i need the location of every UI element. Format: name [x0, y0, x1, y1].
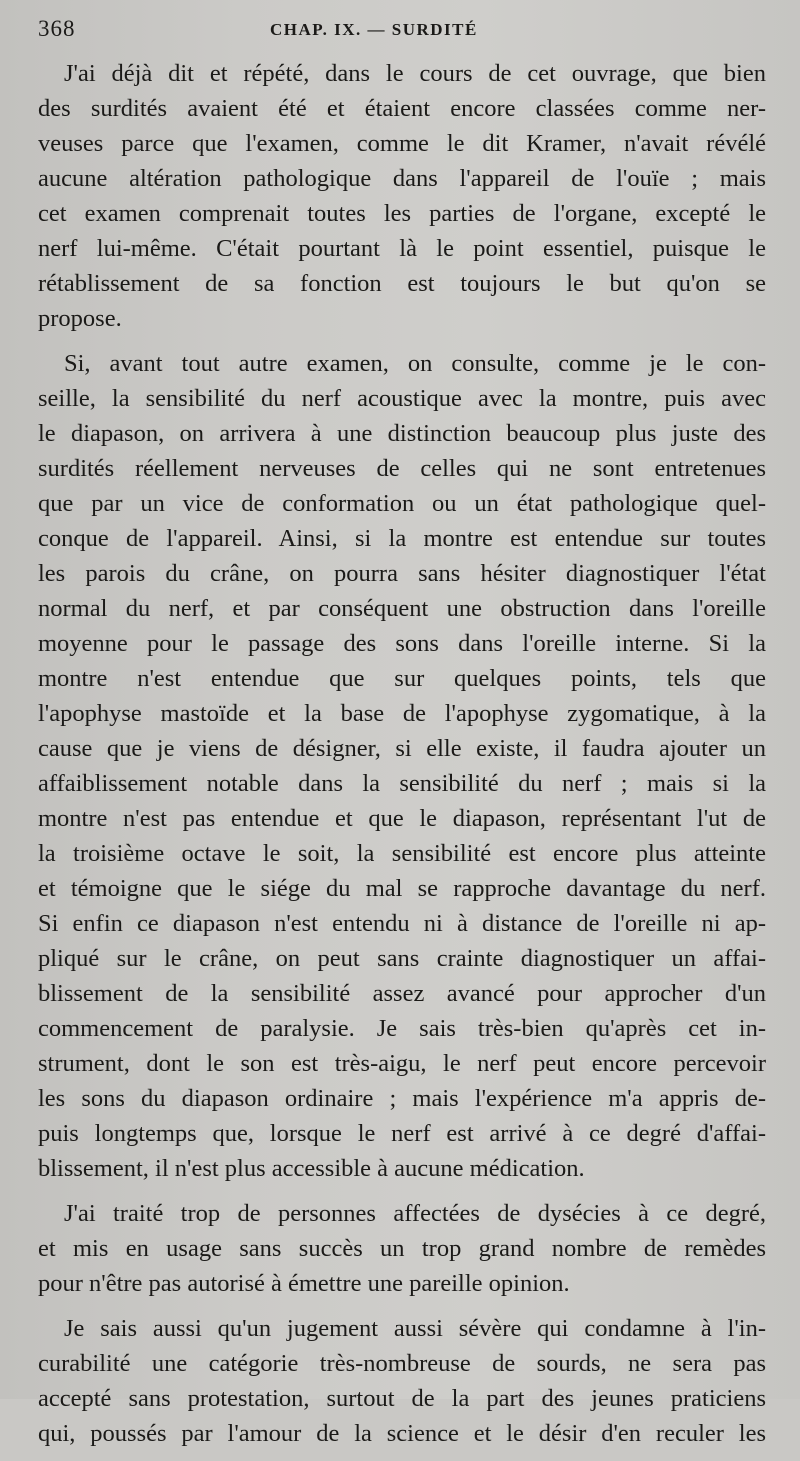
- text-line: surdités réellement nerveuses de celles qui ne sont entretenues: [38, 455, 766, 482]
- text-line: pliqué sur le crâne, on peut sans crainte diagnostiquer un affai-: [38, 945, 766, 972]
- text-line: propose.: [38, 305, 122, 332]
- text-line: blissement de la sensibilité assez avancé pour approcher d'un: [38, 980, 766, 1007]
- text-line: Je sais aussi qu'un jugement aussi sévère qui condamne à l'in-: [64, 1315, 766, 1342]
- paragraph-1: [38, 56, 766, 336]
- text-line: les sons du diapason ordinaire ; mais l'expérience m'a appris de-: [38, 1085, 766, 1112]
- running-head: CHAP. IX. — SURDITÉ: [270, 20, 478, 39]
- text-line: qui, poussés par l'amour de la science et le désir d'en reculer les: [38, 1420, 766, 1447]
- text-line: des surdités avaient été et étaient encore classées comme ner-: [38, 95, 766, 122]
- text-line: veuses parce que l'examen, comme le dit Kramer, n'avait révélé: [38, 130, 766, 157]
- text-line: montre n'est entendue que sur quelques points, tels que: [38, 665, 766, 692]
- text-line: la troisième octave le soit, la sensibilité est encore plus atteinte: [38, 840, 766, 867]
- text-line: l'apophyse mastoïde et la base de l'apophyse zygomatique, à la: [38, 700, 766, 727]
- text-line: le diapason, on arrivera à une distinction beaucoup plus juste des: [38, 420, 766, 447]
- paragraph-2: [38, 346, 766, 1186]
- paragraph-3: [38, 1196, 766, 1301]
- text-line: curabilité une catégorie très-nombreuse de sourds, ne sera pas: [38, 1350, 766, 1377]
- text-line: moyenne pour le passage des sons dans l'oreille interne. Si la: [38, 630, 766, 657]
- text-line: J'ai traité trop de personnes affectées de dysécies à ce degré,: [64, 1200, 766, 1227]
- text-line: aucune altération pathologique dans l'appareil de l'ouïe ; mais: [38, 165, 766, 192]
- text-line: et témoigne que le siége du mal se rapproche davantage du nerf.: [38, 875, 766, 902]
- text-line: blissement, il n'est plus accessible à aucune médication.: [38, 1155, 585, 1182]
- text-line: conque de l'appareil. Ainsi, si la montre est entendue sur toutes: [38, 525, 766, 552]
- text-line: montre n'est pas entendue et que le diapason, représentant l'ut de: [38, 805, 766, 832]
- body-text: [38, 56, 766, 1461]
- text-line: cause que je viens de désigner, si elle existe, il faudra ajouter un: [38, 735, 766, 762]
- text-line: nerf lui-même. C'était pourtant là le point essentiel, puisque le: [38, 235, 766, 262]
- text-line: Si enfin ce diapason n'est entendu ni à distance de l'oreille ni ap-: [38, 910, 766, 937]
- text-line: pour n'être pas autorisé à émettre une pareille opinion.: [38, 1270, 570, 1297]
- page-number: 368: [38, 16, 76, 41]
- text-line: puis longtemps que, lorsque le nerf est arrivé à ce degré d'affai-: [38, 1120, 766, 1147]
- page-header: [38, 14, 770, 48]
- text-line: J'ai déjà dit et répété, dans le cours de cet ouvrage, que bien: [64, 60, 766, 87]
- paragraph-4: [38, 1311, 766, 1451]
- text-line: commencement de paralysie. Je sais très-bien qu'après cet in-: [38, 1015, 766, 1042]
- text-line: normal du nerf, et par conséquent une obstruction dans l'oreille: [38, 595, 766, 622]
- text-line: accepté sans protestation, surtout de la part des jeunes praticiens: [38, 1385, 766, 1412]
- text-line: les parois du crâne, on pourra sans hésiter diagnostiquer l'état: [38, 560, 766, 587]
- text-line: et mis en usage sans succès un trop grand nombre de remèdes: [38, 1235, 766, 1262]
- text-line: rétablissement de sa fonction est toujours le but qu'on se: [38, 270, 766, 297]
- text-line: Si, avant tout autre examen, on consulte, comme je le con-: [64, 350, 766, 377]
- text-line: strument, dont le son est très-aigu, le nerf peut encore percevoir: [38, 1050, 766, 1077]
- text-line: affaiblissement notable dans la sensibilité du nerf ; mais si la: [38, 770, 766, 797]
- text-line: que par un vice de conformation ou un état pathologique quel-: [38, 490, 766, 517]
- text-line: cet examen comprenait toutes les parties de l'organe, excepté le: [38, 200, 766, 227]
- text-line: seille, la sensibilité du nerf acoustique avec la montre, puis avec: [38, 385, 766, 412]
